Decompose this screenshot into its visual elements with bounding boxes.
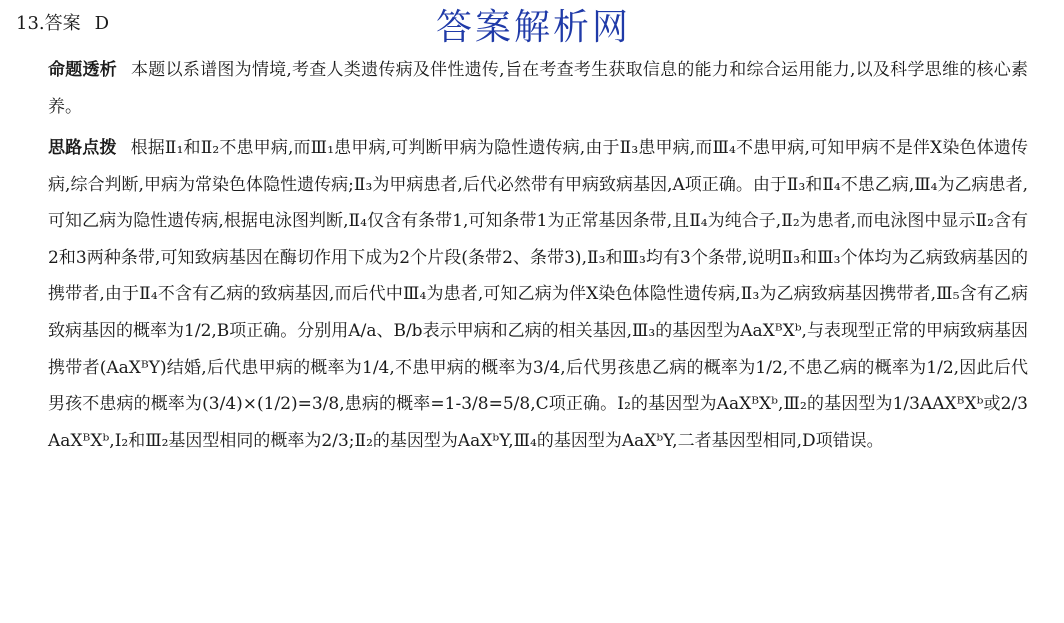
- analysis-text: 本题以系谱图为情境,考查人类遗传病及伴性遗传,旨在考查考生获取信息的能力和综合运用能力,以及科学思维的核心素养。: [48, 60, 1028, 117]
- analysis-label: 命题透析: [48, 60, 118, 80]
- solution-label: 思路点拨: [48, 138, 117, 158]
- site-watermark: 答案解析网: [436, 7, 632, 48]
- analysis-paragraph: [48, 52, 1028, 125]
- solution-text: 根据Ⅱ₁和Ⅱ₂不患甲病,而Ⅲ₁患甲病,可判断甲病为隐性遗传病,由于Ⅱ₃患甲病,而Ⅲ₄不患甲病,可知甲病不是伴X染色体遗传病,综合判断,甲病为常染色体隐性遗传病;Ⅱ₃为甲病患者,后代必然带有甲病致病基因,A项正确。由于Ⅱ₃和Ⅱ₄不患乙病,Ⅲ₄为乙病患者,可知乙病为隐性遗传病,根据电泳图判断,Ⅱ₄仅含有条带1,可知条带1为正常基因条带,且Ⅱ₄为纯合子,Ⅱ₂为患者,而电泳图中显示Ⅱ₂含有2和3两种条带,可知致病基因在酶切作用下成为2个片段(条带2、条带3),Ⅱ₃和Ⅲ₃均有3个条带,说明Ⅱ₃和Ⅲ₃个体均为乙病致病基因的携带者,由于Ⅱ₄不含有乙病的致病基因,而后代中Ⅲ₄为患者,可知乙病为伴X染色体隐性遗传病,Ⅱ₃为乙病致病基因携带者,Ⅲ₅含有乙病致病基因的概率为1/2,B项正确。分别用A/a、B/b表示甲病和乙病的相关基因,Ⅲ₃的基因型为AaXᴮXᵇ,与表现型正常的甲病致病基因携带者(AaXᴮY)结婚,后代患甲病的概率为1/4,不患甲病的概率为3/4,后代男孩患乙病的概率为1/2,不患乙病的概率为1/2,因此后代男孩不患病的概率为(3/4)×(1/2)=3/8,患病的概率=1-3/8=5/8,C项正确。Ⅰ₂的基因型为AaXᴮXᵇ,Ⅲ₂的基因型为1/3AAXᴮXᵇ或2/3AaXᴮXᵇ,Ⅰ₂和Ⅲ₂基因型相同的概率为2/3;Ⅱ₂的基因型为AaXᵇY,Ⅲ₄的基因型为AaXᵇY,二者基因型相同,D项错误。: [48, 138, 1028, 451]
- question-number: 13.: [16, 13, 45, 34]
- answer-value: D: [94, 13, 110, 34]
- solution-paragraph: [48, 130, 1028, 459]
- answer-label: 答案: [44, 13, 81, 34]
- question-header: [16, 8, 109, 40]
